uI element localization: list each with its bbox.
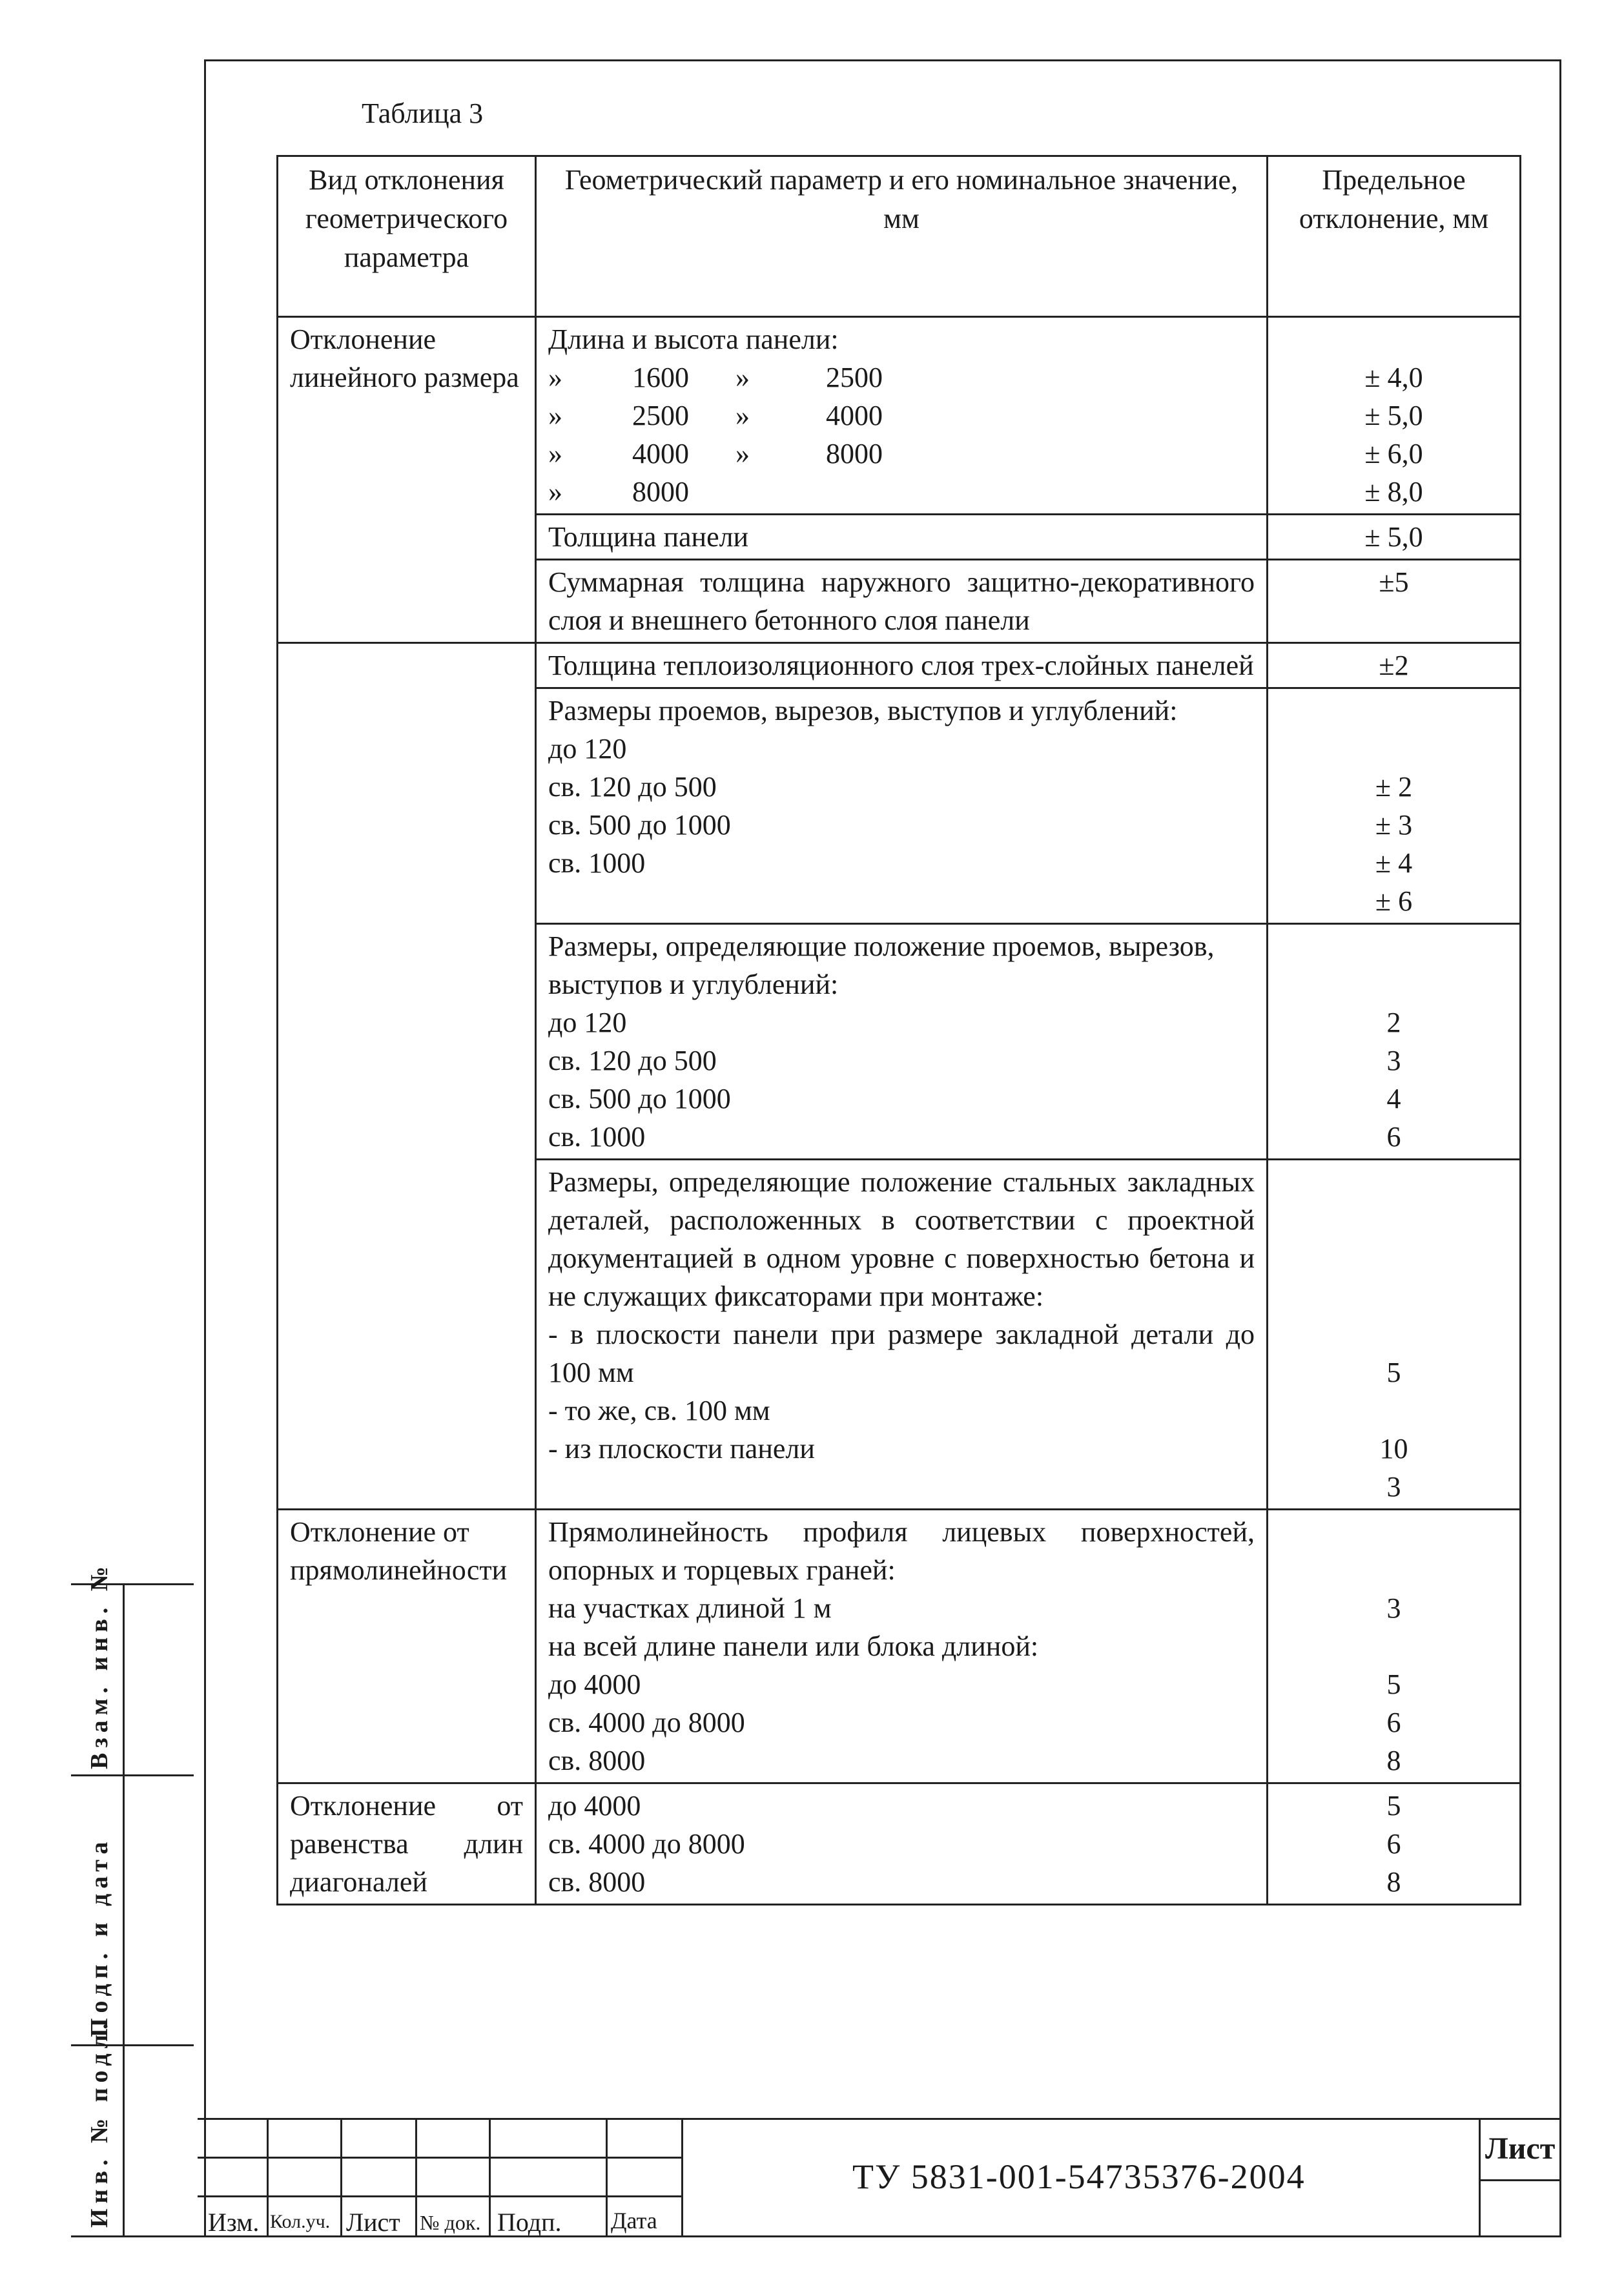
table-row xyxy=(278,1783,1521,1905)
embedded-parts-tolerances: 5 10 3 xyxy=(1268,1160,1521,1510)
side-stamp-divider xyxy=(71,1774,194,1776)
panel-thickness-tol: ± 5,0 xyxy=(1268,515,1521,560)
diagonals-cell: до 4000 св. 4000 до 8000 св. 8000 xyxy=(536,1783,1268,1905)
deviation-type-empty xyxy=(278,643,536,1510)
izm-label: Изм. xyxy=(208,2208,260,2237)
length-title: Длина и высота панели: xyxy=(548,324,839,355)
title-block-line xyxy=(198,2195,683,2197)
straightness-cell: Прямолинейность профиля лицевых поверхностей, опорных и торцевых граней: на участках длиной 1 м на всей длине панели или блока длиной: до 4000 св. 4000 до 8000 св. 8000 xyxy=(536,1510,1268,1783)
length-row: » 2500 » 4000 xyxy=(548,400,883,431)
deviation-type-diagonals: Отклонение от равенства длин диагоналей xyxy=(278,1783,536,1905)
title-block-vline xyxy=(606,2118,608,2235)
table-header-row xyxy=(278,156,1521,317)
vzam-inv-label: Взам. инв. № xyxy=(86,1561,113,1769)
length-row: » 4000 » 8000 xyxy=(548,438,883,469)
ndok-label: № док. xyxy=(420,2211,481,2234)
title-block-vline xyxy=(681,2118,683,2235)
title-block-vline xyxy=(415,2118,417,2235)
insulation-thickness-tol: ±2 xyxy=(1268,643,1521,688)
diagonals-tolerances: 5 6 8 xyxy=(1268,1783,1521,1905)
length-height-cell xyxy=(536,317,1268,515)
document-code: ТУ 5831-001-54735376-2004 xyxy=(852,2157,1306,2196)
title-block-vline xyxy=(1479,2118,1481,2235)
panel-thickness: Толщина панели xyxy=(536,515,1268,560)
title-block-line xyxy=(1479,2179,1561,2181)
kol-label: Кол.уч. xyxy=(270,2211,331,2232)
header-deviation-type: Вид отклонения геометрического параметра xyxy=(278,156,536,317)
length-row: » 1600 » 2500 xyxy=(548,362,883,393)
header-tolerance: Предельное отклонение, мм xyxy=(1268,156,1521,317)
deviation-type-linear: Отклонение линейного размера xyxy=(278,317,536,643)
insulation-thickness: Толщина теплоизоляционного слоя трех-слойных панелей xyxy=(536,643,1268,688)
header-parameter: Геометрический параметр и его номинальное значение, мм xyxy=(536,156,1268,317)
title-block-bottom xyxy=(71,2235,1561,2237)
table-caption: Таблица 3 xyxy=(362,98,484,129)
table-row xyxy=(278,317,1521,515)
position-tolerances: 2 3 4 6 xyxy=(1268,924,1521,1160)
straightness-tolerances: 3 5 6 8 xyxy=(1268,1510,1521,1783)
table-row xyxy=(278,643,1521,688)
inv-sub-label: Инв. № подл. xyxy=(86,2018,113,2228)
table-row xyxy=(278,1510,1521,1783)
deviation-type-straightness: Отклонение от прямолинейности xyxy=(278,1510,536,1783)
title-block-vline xyxy=(489,2118,491,2235)
podp-label: Подп. xyxy=(497,2208,562,2237)
summary-thickness: Суммарная толщина наружного защитно-декоративного слоя и внешнего бетонного слоя панели xyxy=(536,560,1268,643)
position-cell: Размеры, определяющие положение проемов, вырезов, выступов и углублений: до 120 св. 120 до 500 св. 500 до 1000 св. 1000 xyxy=(536,924,1268,1160)
data-label: Дата xyxy=(611,2208,657,2234)
length-tolerances: ± 4,0 ± 5,0 ± 6,0 ± 8,0 xyxy=(1268,317,1521,515)
side-stamp-line xyxy=(123,1583,125,2235)
title-block-line xyxy=(198,2157,683,2159)
tolerance-table xyxy=(276,155,1521,1905)
summary-thickness-tol: ±5 xyxy=(1268,560,1521,643)
title-block-vline xyxy=(267,2118,269,2235)
list-label: Лист xyxy=(346,2208,400,2237)
embedded-parts-cell: Размеры, определяющие положение стальных закладных деталей, расположенных в соответствии с проектной документацией в одном уровне с поверхностью бетона и не служащих фиксаторами при монтаже: - в плоскости панели при размере закладной детали до 100 мм - то же, св. 100 мм - из плоскости панели xyxy=(536,1160,1268,1510)
title-block-top xyxy=(198,2118,1561,2120)
openings-tolerances: ± 2 ± 3 ± 4 ± 6 xyxy=(1268,688,1521,924)
length-row: » 8000 xyxy=(548,476,689,508)
sign-date-label: Подп. и дата xyxy=(86,1836,113,2037)
title-block-vline xyxy=(340,2118,342,2235)
openings-cell: Размеры проемов, вырезов, выступов и углублений: до 120 св. 120 до 500 св. 500 до 1000 св. 1000 xyxy=(536,688,1268,924)
sheet-label: Лист xyxy=(1485,2131,1556,2166)
